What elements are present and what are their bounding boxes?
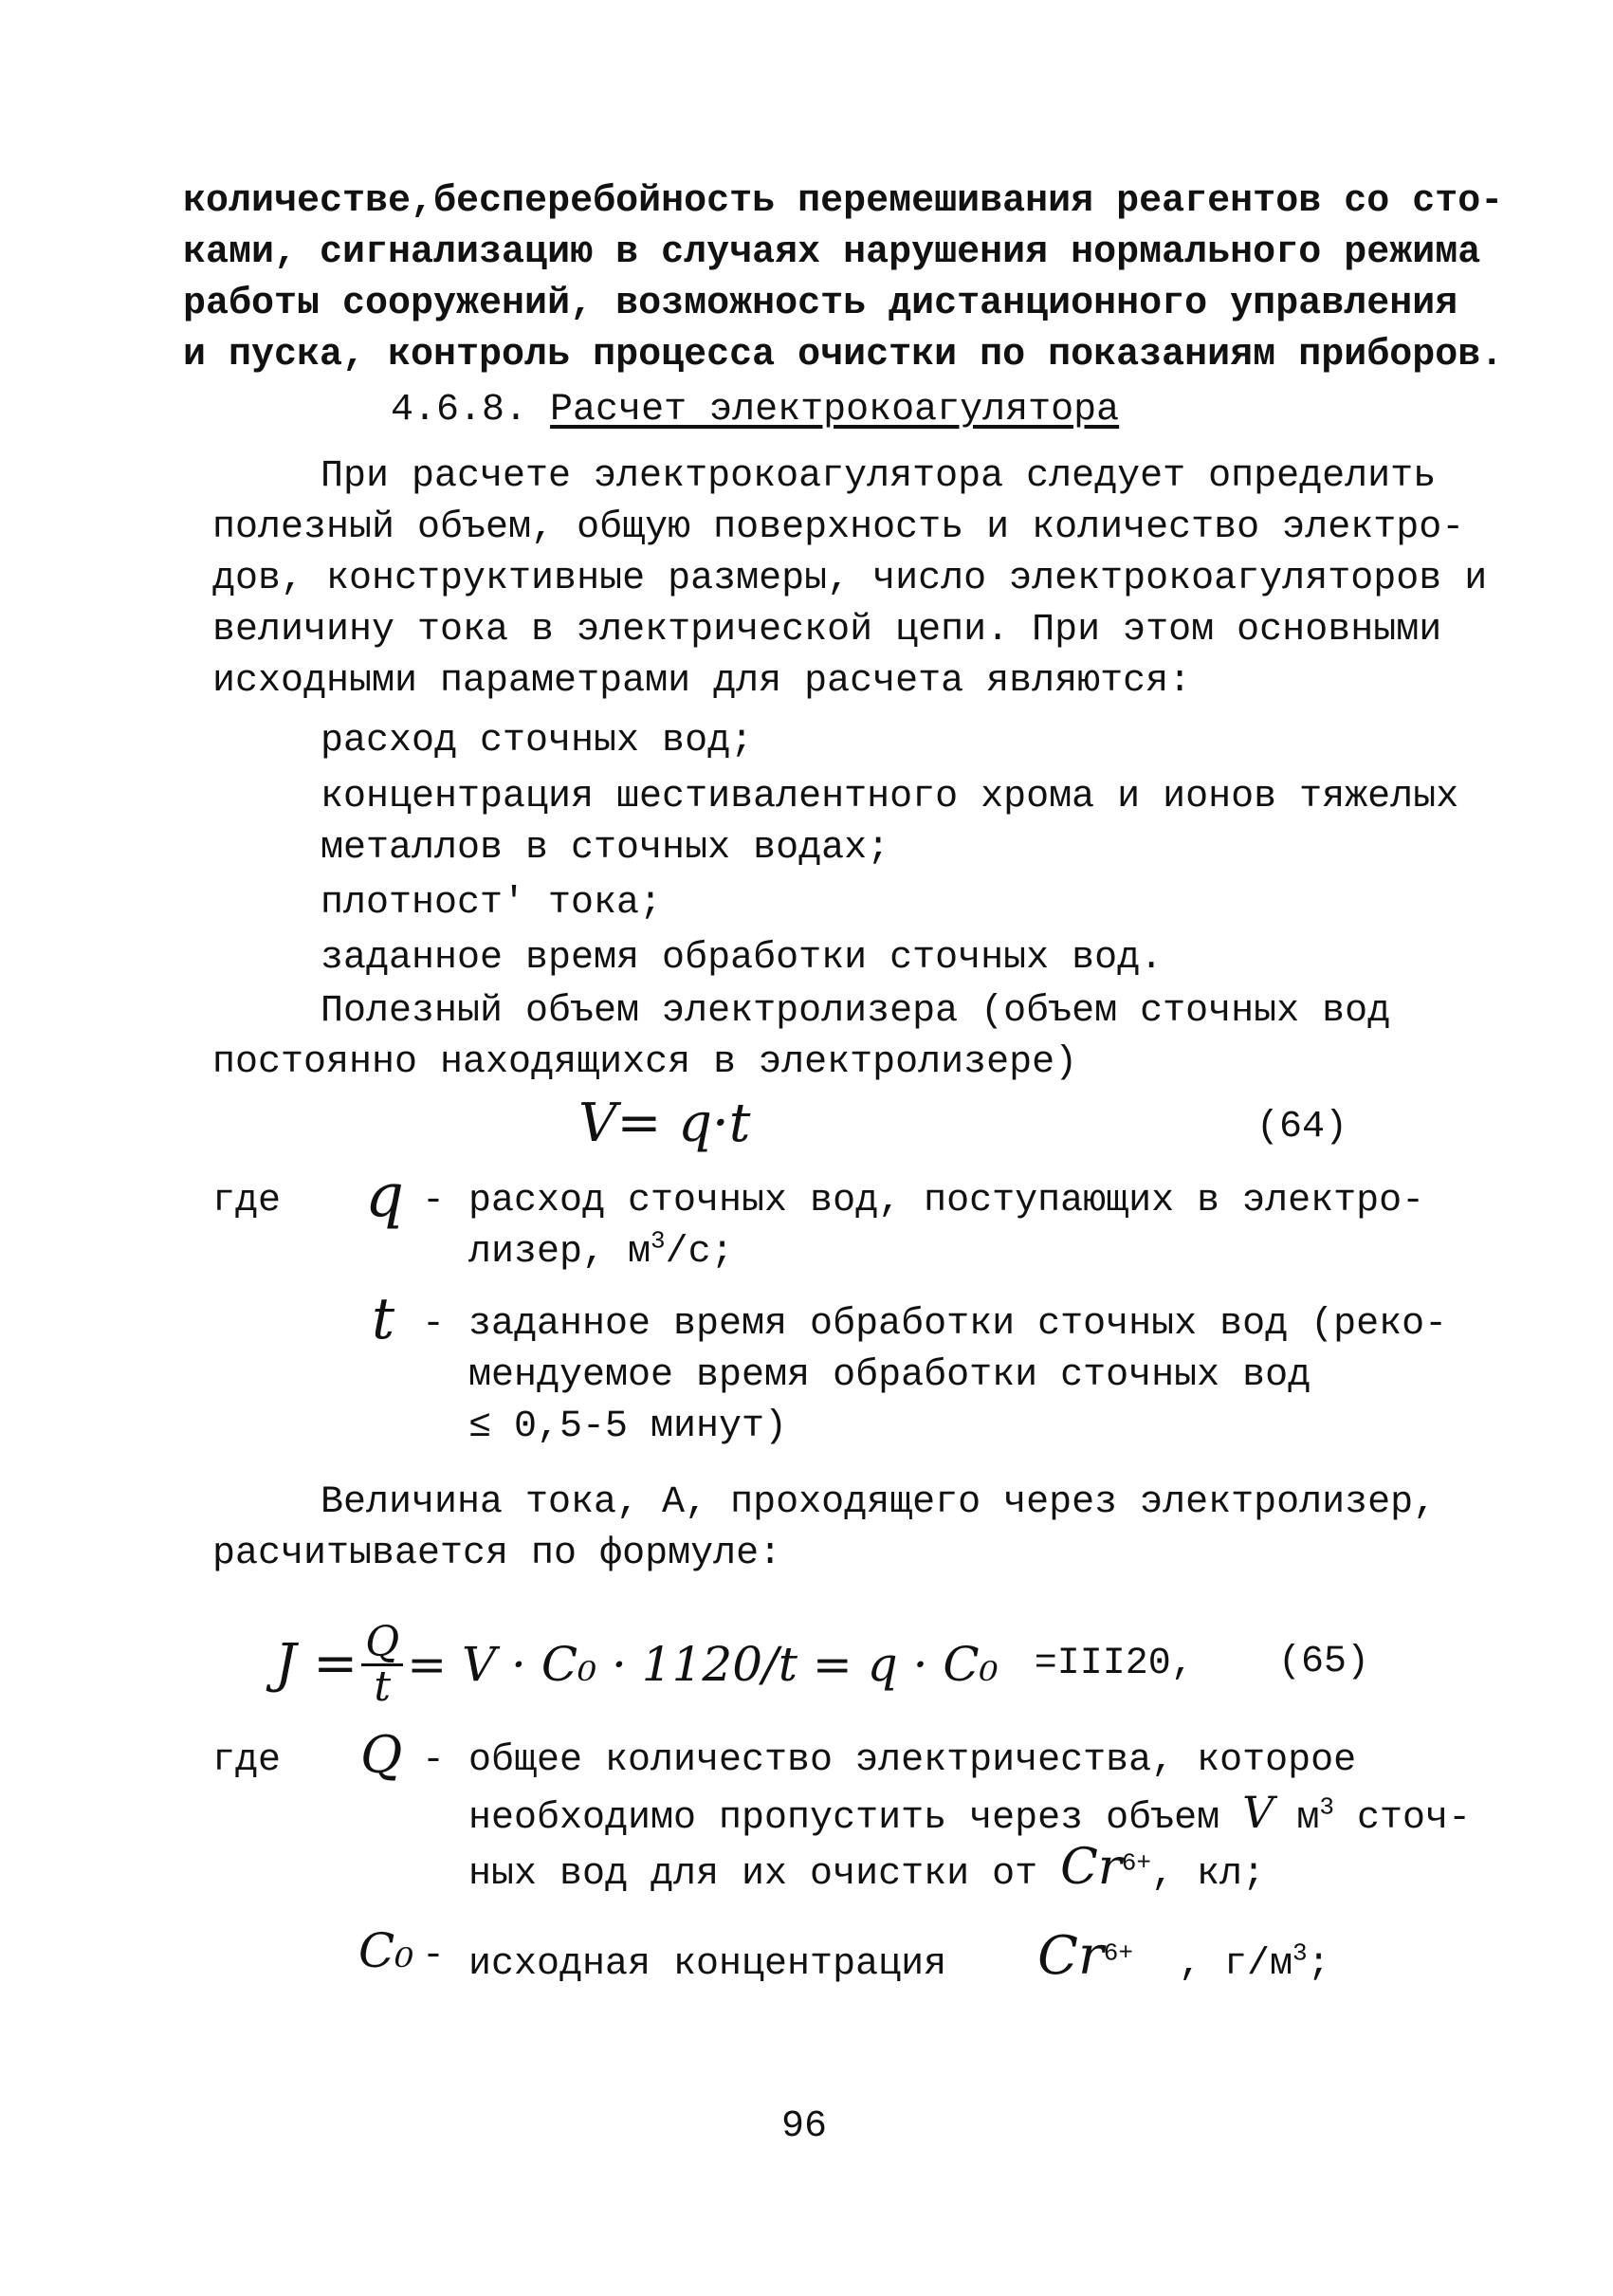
volume-line-2: постоянно находящихся в электролизере): [212, 1041, 1078, 1084]
C0-dash: -: [422, 1935, 446, 1977]
param-item-4: плотност' тока;: [321, 882, 663, 925]
t-symbol: t: [372, 1286, 395, 1352]
where-label-2: где: [212, 1739, 282, 1782]
param-item-1: расход сточных вод;: [321, 720, 754, 762]
top-paragraph-line-2: ками, сигнализацию в случаях нарушения нормального режима: [183, 231, 1481, 274]
q-desc-line-2: лизер, $м^3/с$;: [468, 1226, 734, 1274]
page-number: 96: [781, 2105, 828, 2148]
q-symbol: q: [365, 1161, 404, 1231]
fraction-denominator: t: [374, 1662, 392, 1711]
t-desc-line-1: заданное время обработки сточных вод (реко-: [468, 1303, 1448, 1346]
t-desc-line-2: мендуемое время обработки сточных вод: [468, 1354, 1311, 1397]
formula-65-number: (65): [1278, 1641, 1370, 1683]
formula-65-handwritten: = V · C₀ · 1120/t = q · C₀: [407, 1637, 999, 1692]
top-paragraph-line-4: и пуска, контроль процесса очистки по показаниям приборов.: [183, 334, 1504, 377]
top-paragraph-line-3: работы сооружений, возможность дистанционного управления: [183, 283, 1458, 325]
formula-65: [275, 1612, 1194, 1717]
intro-line-3: дов, конструктивные размеры, число электрокоагуляторов и: [212, 558, 1488, 600]
Q-symbol: Q: [360, 1725, 403, 1785]
t-desc-line-3: ≤ 0,5-5 минут): [468, 1405, 788, 1448]
Q-desc-line-3: ных вод для их очистки от $Cr^{6+}$, кл;: [468, 1839, 1266, 1896]
intro-line-4: величину тока в электрической цепи. При этом основными: [212, 609, 1442, 652]
current-line-1: Величина тока, А, проходящего через электролизер,: [321, 1481, 1437, 1524]
fraction-numerator: Q: [361, 1622, 403, 1666]
section-title: Расчет электрокоагулятора: [550, 389, 1120, 432]
intro-line-1: При расчете электрокоагулятора следует определить: [321, 455, 1437, 498]
formula-64: V= q·t: [578, 1093, 751, 1154]
volume-line-1: Полезный объем электролизера (объем сточных вод: [321, 990, 1391, 1033]
t-dash: -: [422, 1303, 446, 1346]
formula-65-fraction: [361, 1617, 403, 1711]
Q-dash: -: [422, 1739, 446, 1782]
top-paragraph-line-1: количестве,бесперебойность перемешивания реагентов со сто-: [183, 180, 1504, 223]
formula-65-typed: =III20,: [1034, 1643, 1194, 1685]
q-dash: -: [422, 1180, 446, 1222]
current-line-2: расчитывается по формуле:: [212, 1533, 782, 1575]
intro-line-2: полезный объем, общую поверхность и количество электро-: [212, 506, 1465, 549]
param-item-5: заданное время обработки сточных вод.: [321, 937, 1164, 980]
formula-64-number: (64): [1256, 1106, 1348, 1148]
C0-symbol: C₀: [358, 1923, 414, 1978]
section-heading: [391, 385, 1119, 436]
param-item-3: металлов в сточных водах;: [321, 827, 890, 870]
intro-line-5: исходными параметрами для расчета являются:: [212, 660, 1192, 703]
Q-desc-line-1: общее количество электричества, которое: [468, 1739, 1357, 1782]
param-item-2: концентрация шестивалентного хрома и ионов тяжелых: [321, 776, 1459, 818]
where-label-1: где: [212, 1180, 282, 1222]
Q-desc-line-2: необходимо пропустить через объем V $м^3$ сточ-: [468, 1787, 1472, 1840]
section-number: 4.6.8.: [391, 389, 528, 432]
q-desc-line-1: расход сточных вод, поступающих в электро-: [468, 1180, 1425, 1222]
C0-desc-line-1: исходная концентрация $Cr^{6+}$ , $г/м^3$;: [468, 1925, 1330, 1987]
formula-65-lhs: J =: [275, 1633, 358, 1695]
